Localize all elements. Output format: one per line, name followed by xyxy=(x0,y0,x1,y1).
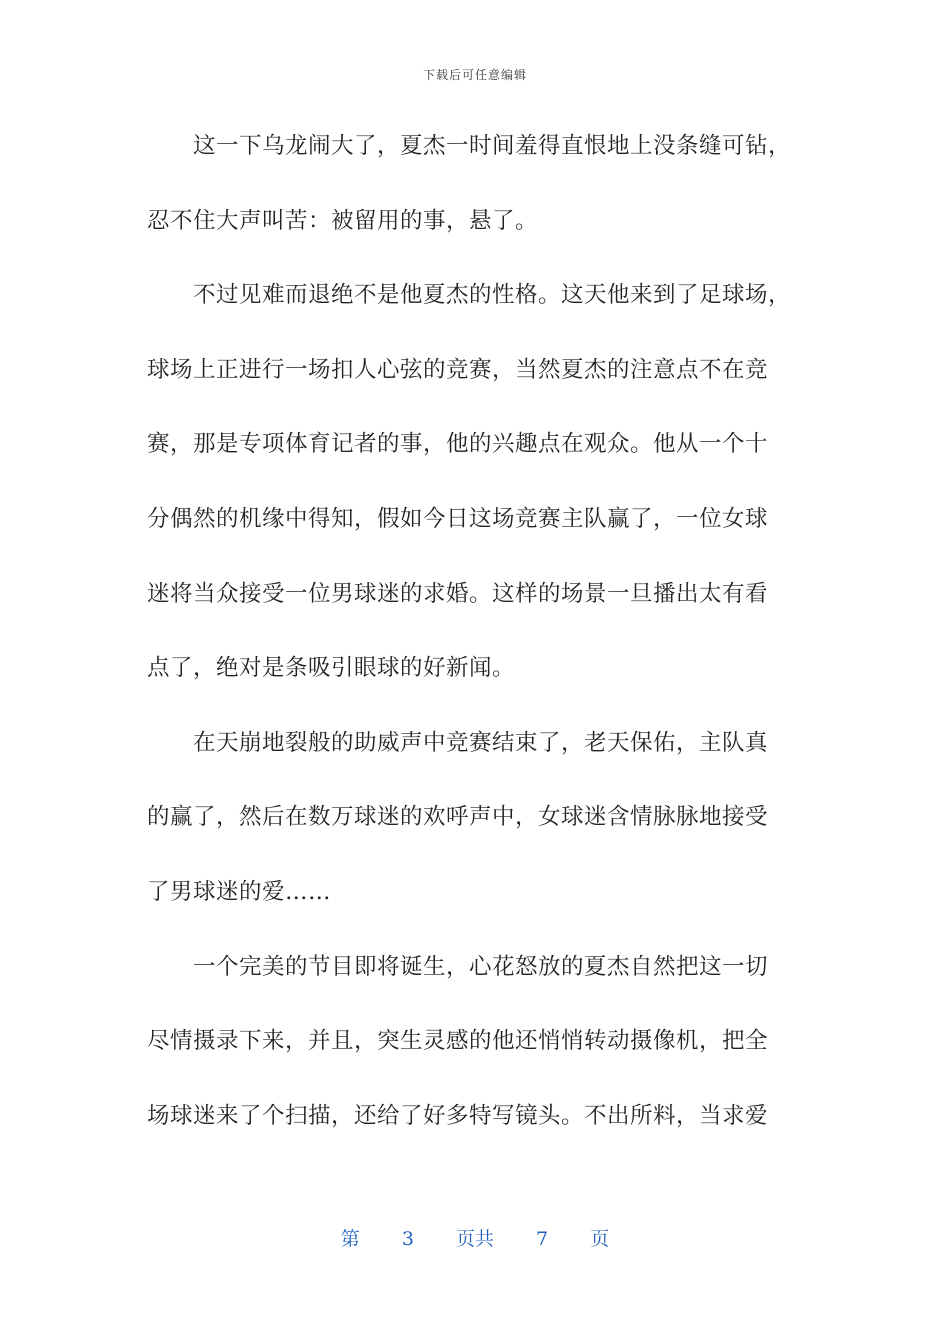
text-line: 一个完美的节目即将诞生，心花怒放的夏杰自然把这一切 xyxy=(193,953,769,980)
text-line: 球场上正进行一场扣人心弦的竞赛，当然夏杰的注意点不在竞 xyxy=(147,356,769,383)
text-line: 的赢了，然后在数万球迷的欢呼声中，女球迷含情脉脉地接受 xyxy=(147,804,769,831)
text-line: 这一下乌龙闹大了，夏杰一时间羞得直恨地上没条缝可钻， xyxy=(193,133,792,159)
page-number: 3 xyxy=(401,1228,414,1250)
text-line: 分偶然的机缘中得知，假如今日这场竞赛主队赢了，一位女球 xyxy=(147,505,769,532)
document-body xyxy=(147,120,807,1164)
page-total: 7 xyxy=(536,1228,549,1250)
text-line: 场球迷来了个扫描，还给了好多特写镜头。不出所料，当求爱 xyxy=(147,1102,769,1129)
footer-prefix: 第 xyxy=(340,1228,360,1250)
text-line: 不过见难而退绝不是他夏杰的性格。这天他来到了足球场， xyxy=(193,282,792,309)
footer-suffix: 页 xyxy=(590,1228,610,1250)
footer-middle: 页共 xyxy=(455,1228,494,1250)
text-line: 在天崩地裂般的助威声中竞赛结束了，老天保佑，主队真 xyxy=(193,729,769,756)
page-footer xyxy=(0,1224,950,1251)
page-header: 下载后可任意编辑 xyxy=(422,68,527,82)
text-line: 迷将当众接受一位男球迷的求婚。这样的场景一旦播出太有看 xyxy=(147,580,769,607)
text-line: 赛，那是专项体育记者的事，他的兴趣点在观众。他从一个十 xyxy=(147,431,769,458)
text-line: 尽情摄录下来，并且，突生灵感的他还悄悄转动摄像机，把全 xyxy=(147,1028,769,1055)
text-line: 点了，绝对是条吸引眼球的好新闻。 xyxy=(147,655,516,682)
text-line: 忍不住大声叫苦：被留用的事，悬了。 xyxy=(147,207,539,234)
text-line: 了男球迷的爱…… xyxy=(147,878,332,905)
